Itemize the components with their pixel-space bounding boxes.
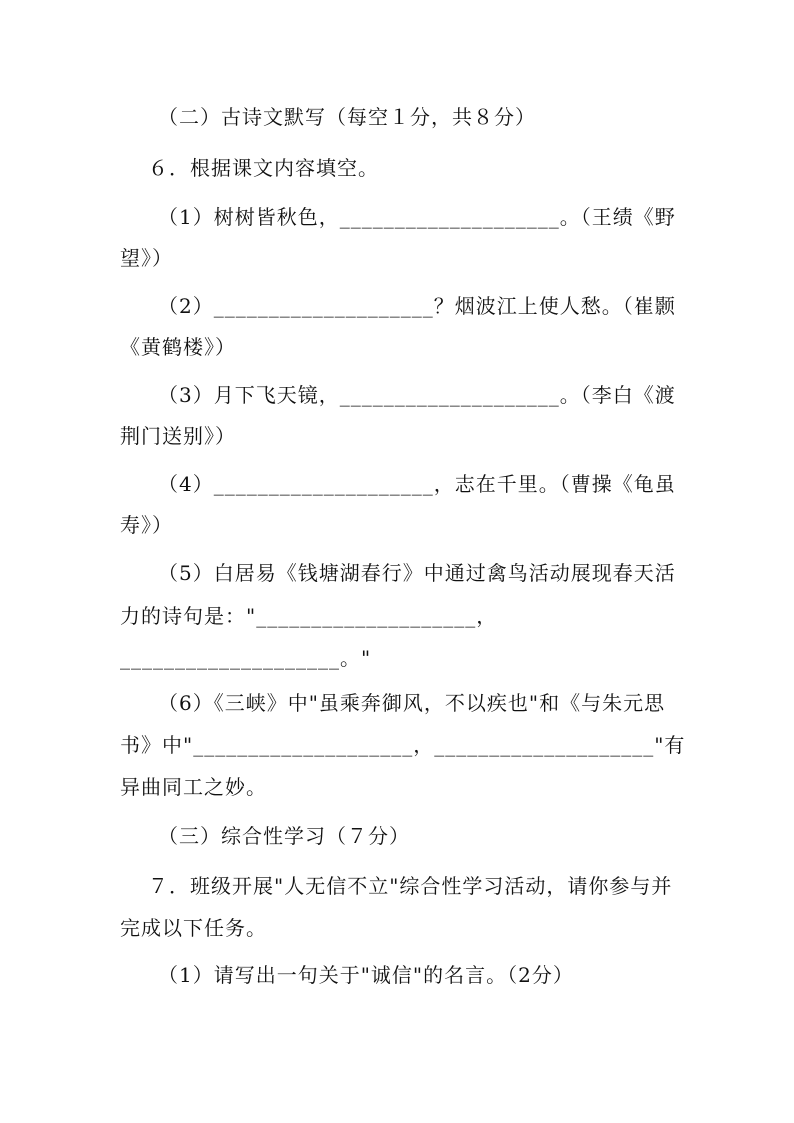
q6-item-5-line3: ____________________。" [120,646,372,670]
q6-item-1-line1: （1）树树皆秋色，____________________。（王绩《野 [158,205,676,229]
q6-item-3-line1: （3）月下飞天镜，____________________。（李白《渡 [158,383,676,407]
q6-item-4-line2: 寿》） [120,513,173,537]
q6-item-3-line2: 荆门送别》） [120,424,236,448]
q6-item-2-line2: 《黄鹤楼》） [120,335,236,359]
section-heading-2: （二）古诗文默写（每空１分，共８分） [158,105,536,129]
q6-item-1-line2: 望》） [120,246,173,270]
q6-item-5-line2: 力的诗句是："____________________， [120,604,498,628]
q6-item-6-line3: 异曲同工之妙。 [120,775,267,799]
question-7-stem-line2: 完成以下任务。 [120,916,267,940]
q6-item-5-line1: （5）白居易《钱塘湖春行》中通过禽鸟活动展现春天活 [158,561,676,585]
section-heading-3: （三）综合性学习（７分） [158,824,410,848]
q6-item-4-line1: （4）____________________，志在千里。（曹操《龟虽 [158,472,676,496]
q6-item-6-line1: （6）《三峡》中"虽乘奔御风，不以疾也"和《与朱元思 [158,691,666,715]
q6-item-2-line1: （2）____________________？烟波江上使人愁。（崔颢 [158,294,676,318]
q7-sub-1: （1）请写出一句关于"诚信"的名言。（2分） [158,963,574,987]
q6-item-6-line2: 书》中"____________________，____________________"有 [120,733,686,757]
question-7-stem-line1: ７．班级开展"人无信不立"综合性学习活动，请你参与并 [148,874,673,898]
question-6-stem: ６．根据课文内容填空。 [148,156,379,180]
